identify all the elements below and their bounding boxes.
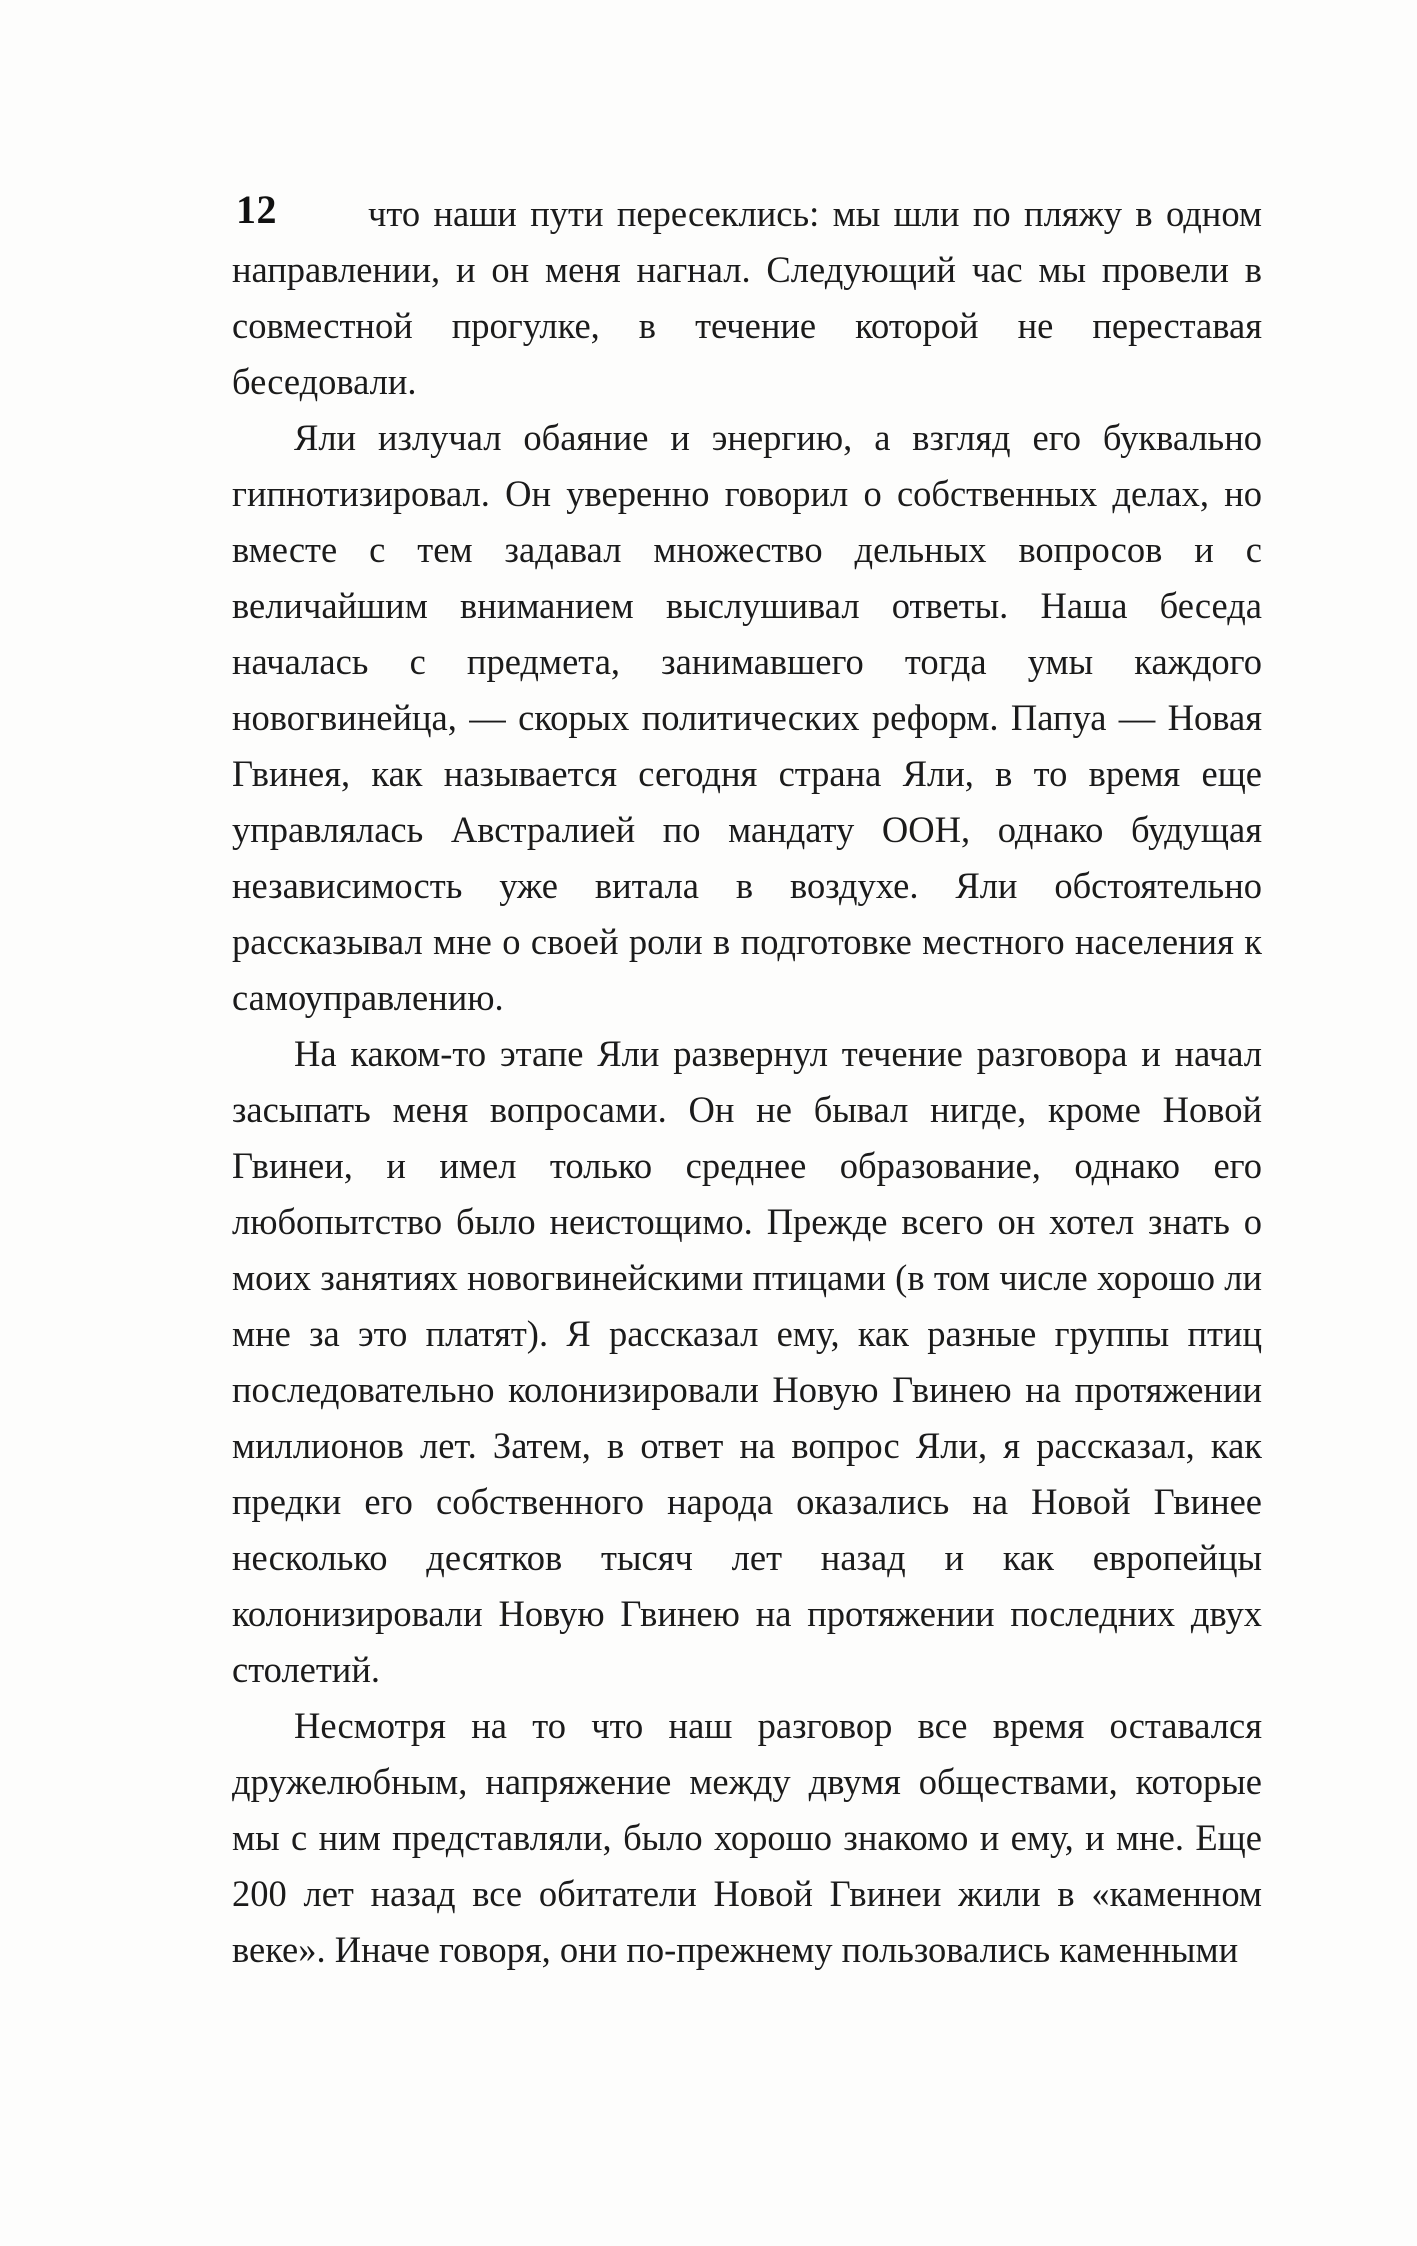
paragraph-text: что наши пути пересеклись: мы шли по пляжу в одном направлении, и он меня нагнал. Следующий час мы провели в совместной прогулке, в течение которой не переставая беседовали. [232,193,1262,402]
paragraph: Яли излучал обаяние и энергию, а взгляд его буквально гипнотизировал. Он уверенно говорил о собственных делах, но вместе с тем задавал множество дельных вопросов и с величайшим вниманием выслушивал ответы. Наша беседа началась с предмета, занимавшего тогда умы каждого новогвинейца, — скорых политических реформ. Папуа — Новая Гвинея, как называется сегодня страна Яли, в то время еще управлялась Австралией по мандату ООН, однако будущая независимость уже витала в воздухе. Яли обстоятельно рассказывал мне о своей роли в подготовке местного населения к самоуправлению. [232,417,1262,1018]
paragraph: Несмотря на то что наш разговор все время оставался дружелюбным, напряжение между двумя обществами, которые мы с ним представляли, было хорошо знакомо и ему, и мне. Еще 200 лет назад все обитатели Новой Гвинеи жили в «каменном веке». Иначе говоря, они по-прежнему пользовались каменными [232,1705,1262,1970]
page-number: 12 [236,187,277,232]
paragraph [232,186,1262,410]
paragraph: На каком-то этапе Яли развернул течение разговора и начал засыпать меня вопросами. Он не бывал нигде, кроме Новой Гвинеи, и имел только среднее образование, однако его любопытство было неистощимо. Прежде всего он хотел знать о моих занятиях новогвинейскими птицами (в том числе хорошо ли мне за это платят). Я рассказал ему, как разные группы птиц последовательно колонизировали Новую Гвинею на протяжении миллионов лет. Затем, в ответ на вопрос Яли, я рассказал, как предки его собственного народа оказались на Новой Гвинее несколько десятков тысяч лет назад и как европейцы колонизировали Новую Гвинею на протяжении последних двух столетий. [232,1033,1262,1690]
page-text-block [232,186,1262,1978]
